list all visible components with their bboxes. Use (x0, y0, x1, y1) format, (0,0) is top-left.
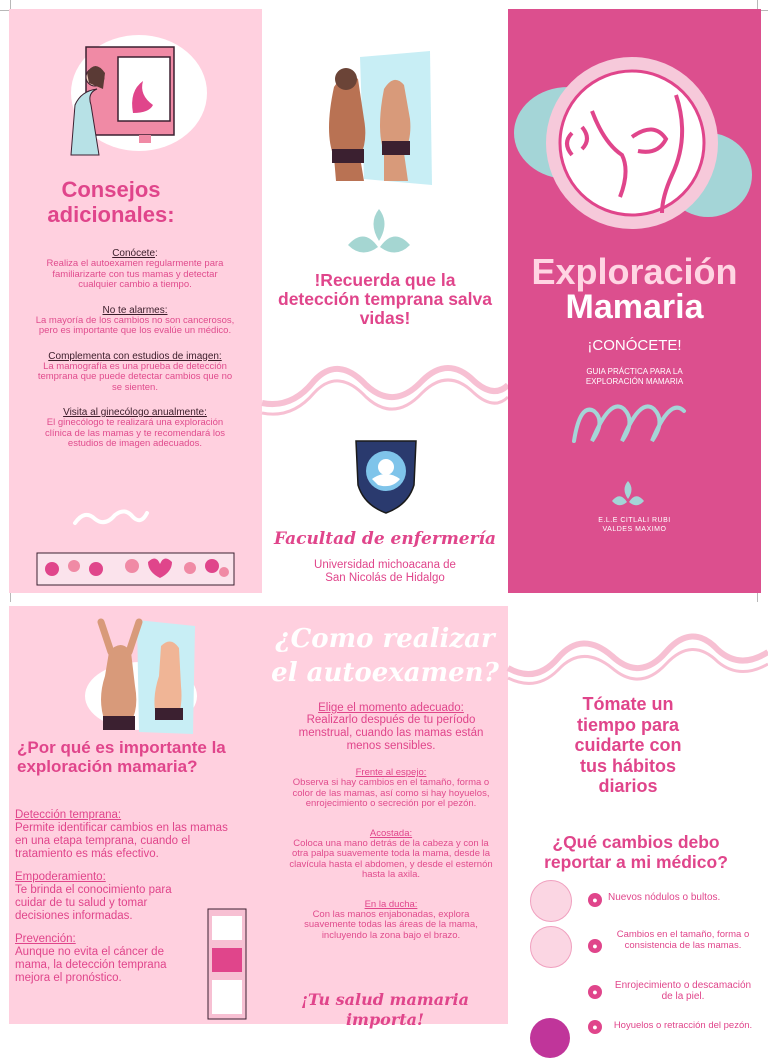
leaf-small-icon (610, 479, 646, 509)
closing-text: ¡Tu salud mamaria importa! (301, 990, 469, 1029)
tip-heading: Visita al ginecólogo anualmente: (63, 407, 207, 418)
how-to-title (262, 622, 508, 690)
title-line: el autoexamen? (271, 658, 499, 688)
reason-heading: Empoderamiento: (15, 871, 106, 883)
tip-heading-text: Conócete (112, 248, 156, 259)
pin-icon: ● (588, 893, 602, 907)
tip-heading: No te alarmes: (102, 304, 168, 316)
panel-cover (508, 9, 761, 593)
guide-line: GUIA PRÁCTICA PARA LA (586, 367, 683, 376)
step-item (286, 899, 496, 942)
author-line: E.L.E CITLALI RUBI (598, 517, 671, 524)
why-important-title: ¿Por qué es importante la exploración mamaria? (17, 738, 226, 776)
loops-doodle-icon (570, 397, 690, 449)
step-body: Coloca una mano detrás de la cabeza y con la otra palpa suavemente toda la mama, desde la clavícula hasta el abdomen, y desde el esternón hasta la axila. (289, 837, 493, 880)
pin-icon: ● (588, 1020, 602, 1034)
crop-mark (0, 592, 11, 602)
changes-list (528, 880, 758, 1064)
tip-body: La mamografía es una prueba de detección temprana que puede detectar cambios que no se sienten. (37, 360, 233, 393)
doctor-monitor-illustration (69, 31, 209, 157)
university-line: Universidad michoacana de (314, 559, 456, 571)
additional-tips-title (9, 177, 213, 227)
balloons-banner (36, 552, 235, 586)
breast-shape-icon (530, 926, 572, 968)
change-text: Nuevos nódulos o bultos. (608, 892, 721, 903)
guide-line: EXPLORACIÓN MAMARIA (585, 377, 684, 386)
wave-doodle-icon (71, 505, 151, 529)
steps-list (286, 702, 496, 941)
step-heading: Frente al espejo: (355, 767, 427, 778)
pin-icon: ● (588, 985, 602, 999)
tip-heading-suffix: : (155, 248, 158, 259)
tip-body: La mayoría de los cambios no son cancerosos, pero es importante que los evalúe un médico. (35, 314, 235, 336)
wave-decoration (262, 351, 508, 421)
title-line: adicionales: (47, 202, 175, 227)
skin-redness-icon (530, 974, 570, 1014)
reason-heading: Detección temprana: (15, 809, 122, 821)
leaf-logo-icon (344, 205, 414, 261)
tip-body: Realiza el autoexamen regularmente para familiarizarte con tus mamas y detectar cualquier cambio a tiempo. (46, 258, 224, 290)
university-line: San Nicolás de Hidalgo (325, 572, 445, 584)
step-body: Con las manos enjabonadas, explora suavemente todas las áreas de la mama, incluyendo la zona bajo el brazo. (304, 908, 478, 941)
cover-emblem (512, 47, 758, 237)
panel-why-important (9, 606, 262, 1024)
self-exam-illustration (81, 616, 201, 736)
tip-item (35, 305, 235, 337)
reason-item (15, 809, 230, 861)
step-body: Observa si hay cambios en el tamaño, forma o color de las mamas, así como si hay hoyuelos, enrojecimiento o secreción por el pezón. (292, 777, 490, 809)
step-item (286, 702, 496, 753)
step-item (286, 828, 496, 881)
tip-item (35, 351, 235, 394)
change-text: Cambios en el tamaño, forma o consistencia de las mamas. (616, 929, 750, 951)
reason-body: Te brinda el conocimiento para cuidar de tu salud y tomar decisiones informadas. (15, 884, 172, 922)
step-heading: En la ducha: (364, 898, 418, 910)
tip-item (35, 407, 235, 450)
university-seal (348, 433, 424, 517)
author-line: VALDES MAXIMO (602, 526, 667, 533)
panel-changes (508, 606, 768, 1032)
nipple-retraction-icon (530, 1018, 570, 1058)
mirror-woman-illustration (324, 49, 434, 189)
change-item (528, 926, 758, 972)
changes-question: ¿Qué cambios debo reportar a mi médico? (544, 832, 728, 872)
cover-title-line1: Exploración (531, 251, 738, 292)
step-heading: Acostada: (369, 827, 413, 839)
change-text: Enrojecimiento o descamación de la piel. (614, 980, 752, 1002)
tip-item (35, 248, 235, 291)
change-item (528, 880, 758, 926)
reminder-text: !Recuerda que la detección temprana salva vidas! (278, 270, 492, 328)
cover-guide (508, 367, 761, 387)
step-item (286, 767, 496, 810)
tips-list (35, 248, 235, 450)
title-line: ¿Como realizar (275, 624, 495, 654)
crop-mark (757, 592, 768, 602)
reason-heading: Prevención: (15, 933, 76, 945)
change-text: Hoyuelos o retracción del pezón. (613, 1020, 753, 1031)
wave-decoration (508, 612, 768, 692)
pin-icon: ● (588, 939, 602, 953)
reason-item (15, 933, 230, 985)
tip-heading: Complementa con estudios de imagen: (48, 350, 222, 362)
change-item (528, 972, 758, 1018)
reason-body: Aunque no evita el cáncer de mama, la detección temprana mejora el pronóstico. (15, 946, 167, 984)
reason-body: Permite identificar cambios en las mamas en una etapa temprana, cuando el tratamiento es más efectivo. (15, 822, 228, 860)
breast-lump-icon (530, 880, 572, 922)
step-heading: Elige el momento adecuado: (318, 702, 464, 714)
panel-how-to (262, 606, 508, 1029)
university-name (262, 559, 508, 585)
panel-additional-tips (9, 9, 262, 593)
cover-title-line2: Mamaria (565, 288, 704, 326)
panel-reminder (262, 9, 508, 593)
tip-body: El ginecólogo te realizará una exploración clínica de las mamas y te recomendará los estudios de imagen adecuados. (44, 417, 226, 449)
slogan-text: Tómate un tiempo para cuidarte con tus hábitos diarios (574, 694, 682, 796)
title-line: Consejos (61, 177, 161, 202)
cover-subtitle: ¡CONÓCETE! (587, 337, 682, 354)
mammography-poster (207, 908, 247, 1020)
reason-item (15, 871, 230, 923)
change-item (528, 1018, 758, 1064)
step-body: Realizarlo después de tu período menstrual, cuando las mamas están menos sensibles. (298, 714, 484, 752)
reasons-list (15, 809, 230, 985)
cover-author (508, 516, 761, 534)
faculty-name: Facultad de enfermería (273, 529, 497, 549)
